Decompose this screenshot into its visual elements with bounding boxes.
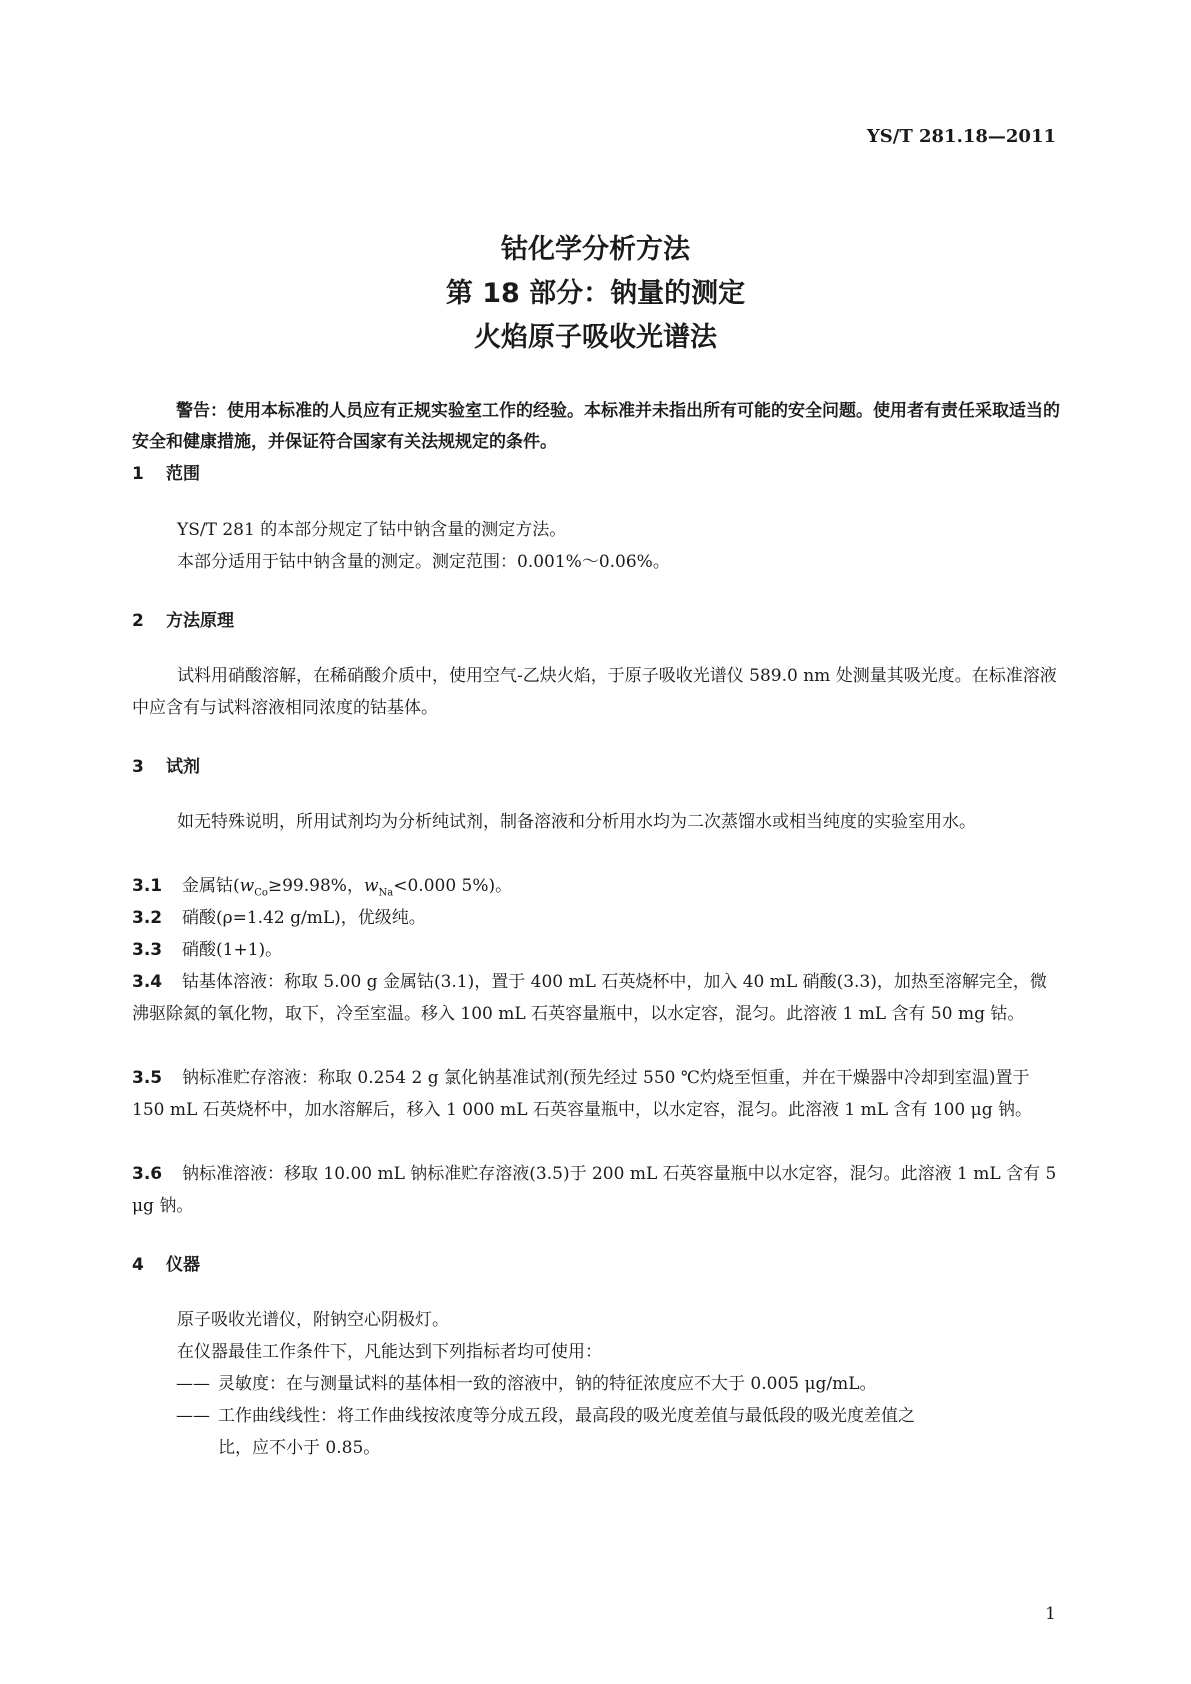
warning-paragraph: 警告：使用本标准的人员应有正规实验室工作的经验。本标准并未指出所有可能的安全问题。使用者有责任采取适当的安全和健康措施，并保证符合国家有关法规规定的条件。 <box>132 401 1060 452</box>
section-3-intro: 如无特殊说明，所用试剂均为分析纯试剂，制备溶液和分析用水均为二次蒸馏水或相当纯度的实验室用水。 <box>177 812 976 832</box>
clause-3-6: 3.6 钠标准溶液：移取 10.00 mL 钠标准贮存溶液(3.5)于 200 mL 石英容量瓶中以水定容，混匀。此溶液 1 mL 含有 5 μg 钠。 <box>132 1158 1060 1222</box>
section-4-paragraph-2: 在仪器最佳工作条件下，凡能达到下列指标者均可使用： <box>177 1342 602 1362</box>
clause-number: 3.2 <box>132 908 163 928</box>
clause-3-5: 3.5 钠标准贮存溶液：称取 0.254 2 g 氯化钠基准试剂(预先经过 550 ℃灼烧至恒重，并在干燥器中冷却到室温)置于 150 mL 石英烧杯中，加水溶解后，移入 1 000 mL 石英容量瓶中，以水定容，混匀。此溶液 1 mL 含有 100 μg 钠。 <box>132 1062 1060 1126</box>
section-title: 范围 <box>166 464 200 484</box>
document-title <box>0 228 1191 360</box>
section-number: 1 <box>132 464 144 484</box>
dash-marker: —— <box>176 1406 210 1426</box>
clause-number: 3.3 <box>132 940 163 960</box>
section-2-paragraph: 试料用硝酸溶解，在稀硝酸介质中，使用空气-乙炔火焰，于原子吸收光谱仪 589.0 nm 处测量其吸光度。在标准溶液中应含有与试料溶液相同浓度的钴基体。 <box>132 666 1057 718</box>
section-1-paragraph-2: 本部分适用于钴中钠含量的测定。测定范围：0.001%～0.06%。 <box>177 552 670 572</box>
clause-number: 3.5 <box>132 1068 163 1088</box>
dash-item-linearity: —— 工作曲线线性：将工作曲线按浓度等分成五段，最高段的吸光度差值与最低段的吸光度差值之 比，应不小于 0.85。 <box>176 1400 1060 1464</box>
section-title: 试剂 <box>166 757 200 777</box>
clause-3-1: 3.1 金属钴($w_{Co}\ge 99.98\%$，$w_{Na}<0.000$ 5%)。 <box>132 870 1060 909</box>
page-number: 1 <box>1045 1604 1056 1624</box>
section-3-heading <box>132 752 200 777</box>
clause-number: 3.4 <box>132 972 163 992</box>
section-4-paragraph-1: 原子吸收光谱仪，附钠空心阴极灯。 <box>177 1310 449 1330</box>
clause-number: 3.1 <box>132 876 163 896</box>
section-2-heading <box>132 606 234 631</box>
dash-marker: —— <box>176 1374 210 1394</box>
standard-code: YS/T 281.18—2011 <box>866 126 1056 147</box>
section-title: 方法原理 <box>166 611 234 631</box>
title-line-2: 第 18 部分：钠量的测定 <box>445 278 746 309</box>
section-title: 仪器 <box>166 1255 200 1275</box>
title-line-1: 钴化学分析方法 <box>501 234 690 265</box>
clause-3-4: 3.4 钴基体溶液：称取 5.00 g 金属钴(3.1)，置于 400 mL 石英烧杯中，加入 40 mL 硝酸(3.3)，加热至溶解完全，微沸驱除氮的氧化物，取下，冷至室温。移入 100 mL 石英容量瓶中，以水定容，混匀。此溶液 1 mL 含有 50 mg 钴。 <box>132 966 1060 1030</box>
clause-number: 3.6 <box>132 1164 163 1184</box>
title-line-3: 火焰原子吸收光谱法 <box>474 322 717 353</box>
section-number: 2 <box>132 611 144 631</box>
clause-3-3: 3.3 硝酸(1+1)。 <box>132 934 1060 966</box>
section-1-paragraph-1: YS/T 281 的本部分规定了钴中钠含量的测定方法。 <box>177 520 567 540</box>
section-1-heading <box>132 459 200 484</box>
dash-item-sensitivity: —— 灵敏度：在与测量试料的基体相一致的溶液中，钠的特征浓度应不大于 0.005 μg/mL。 <box>176 1368 1060 1400</box>
section-4-heading <box>132 1250 200 1275</box>
clause-3-2: 3.2 硝酸(ρ=1.42 g/mL)，优级纯。 <box>132 902 1060 934</box>
section-number: 3 <box>132 757 144 777</box>
section-number: 4 <box>132 1255 144 1275</box>
